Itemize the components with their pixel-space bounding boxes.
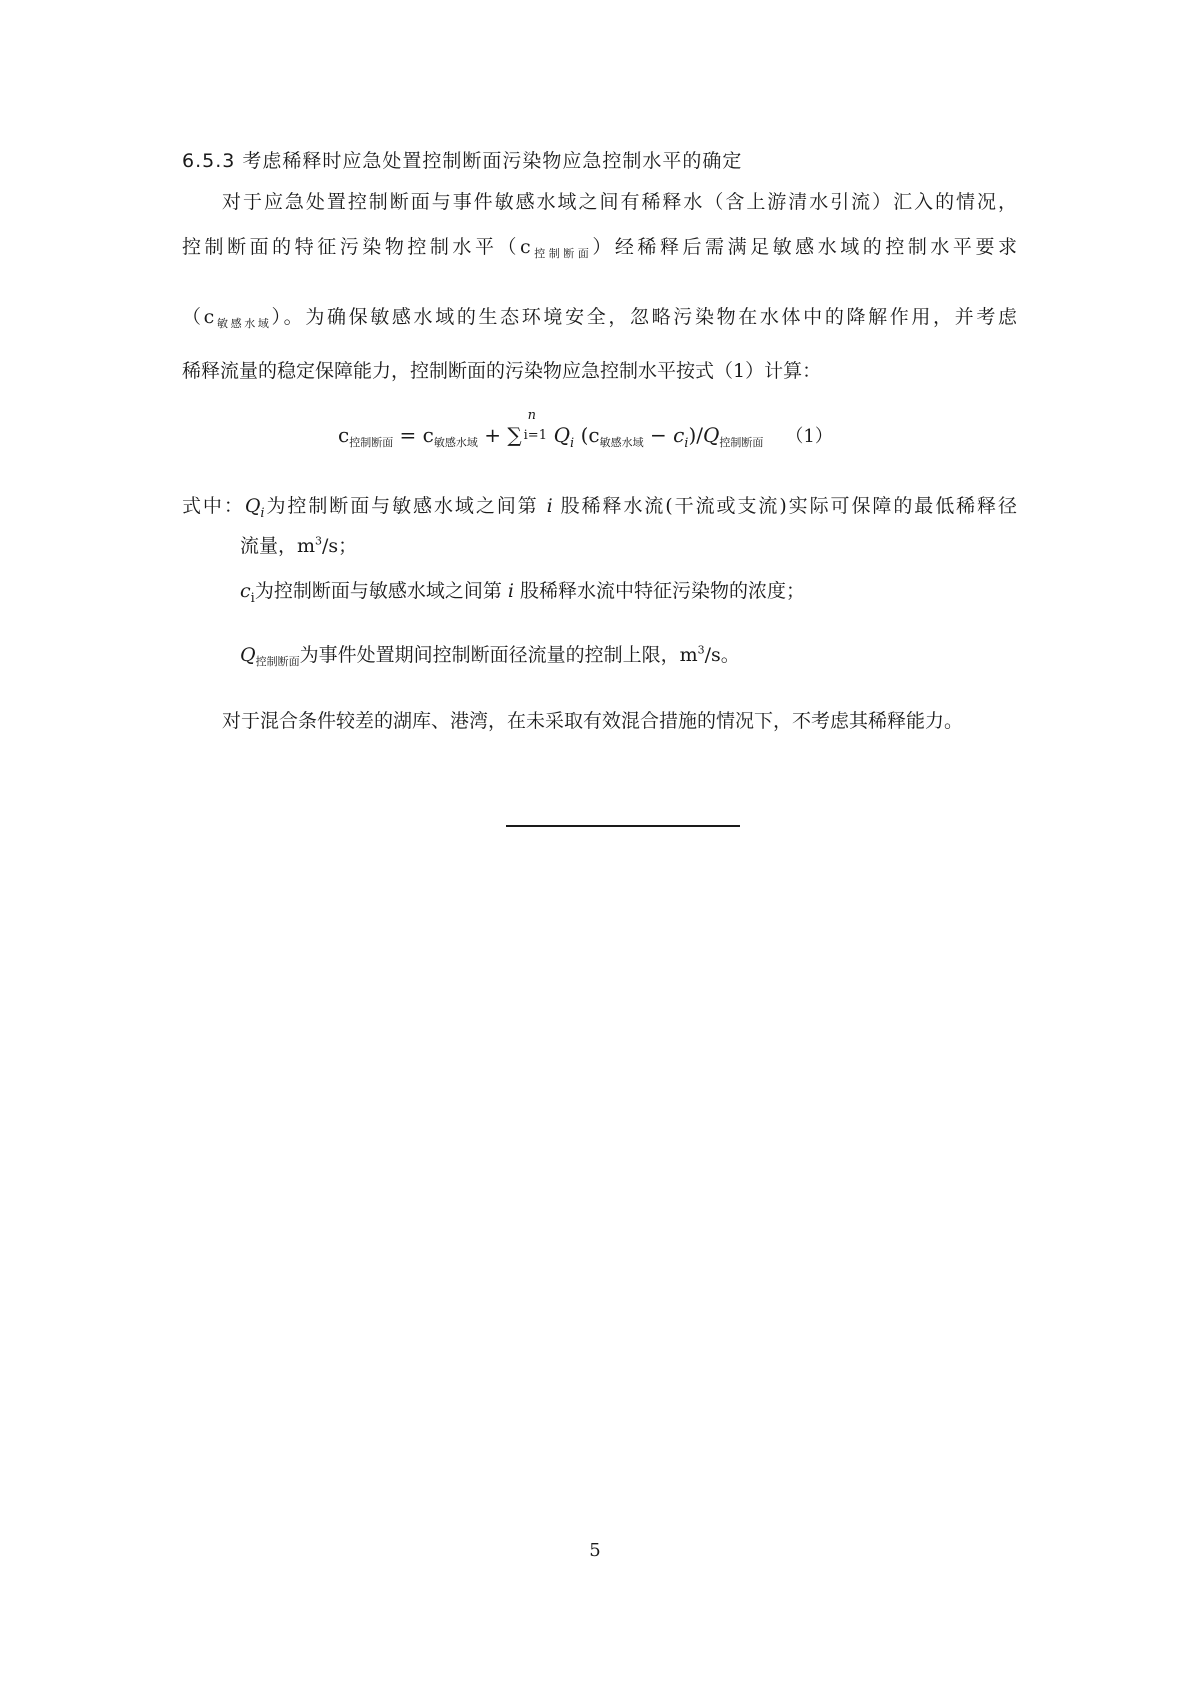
para1-line3: $(c_{敏感水域})$。为确保敏感水域的生态环境安全，忽略污染物在水体中的降解作用，并考虑: [182, 306, 1017, 330]
para1-line4: 稀释流量的稳定保障能力，控制断面的污染物应急控制水平按式（1）计算：: [182, 360, 822, 382]
formula-1: $c_{控制断面} = c_{敏感水域}$ + ∑ n i=1 $Q_i$ $(c_{敏感水域} - c_i)/Q_{控制断面}$ （1）: [338, 408, 833, 451]
where-q-ctrl: $Q_{控制断面}$为事件处置期间控制断面径流量的控制上限，$m^3/s$。: [240, 643, 740, 668]
para1-line1: 对于应急处置控制断面与事件敏感水域之间有稀释水（含上游清水引流）汇入的情况，: [222, 191, 1017, 213]
para1-line2: 控制断面的特征污染物控制水平$(c_{控制断面})$经稀释后需满足敏感水域的控制水平要求: [182, 236, 1017, 260]
end-rule: [506, 825, 740, 827]
section-heading: 6.5.3 考虑稀释时应急处置控制断面污染物应急控制水平的确定: [182, 150, 743, 172]
where-ci: $c_i$为控制断面与敏感水域之间第 i 股稀释水流中特征污染物的浓度；: [240, 580, 805, 606]
where-qi-line2: 流量，$m^3/s$；: [240, 534, 358, 557]
where-qi-line1: 式中：$Q_i$为控制断面与敏感水域之间第 i 股稀释水流(干流或支流)实际可保障的最低稀释径: [182, 495, 1017, 521]
para2: 对于混合条件较差的湖库、港湾，在未采取有效混合措施的情况下，不考虑其稀释能力。: [222, 710, 964, 732]
formula-number: （1）: [785, 426, 833, 447]
page-number: 5: [589, 1540, 601, 1561]
